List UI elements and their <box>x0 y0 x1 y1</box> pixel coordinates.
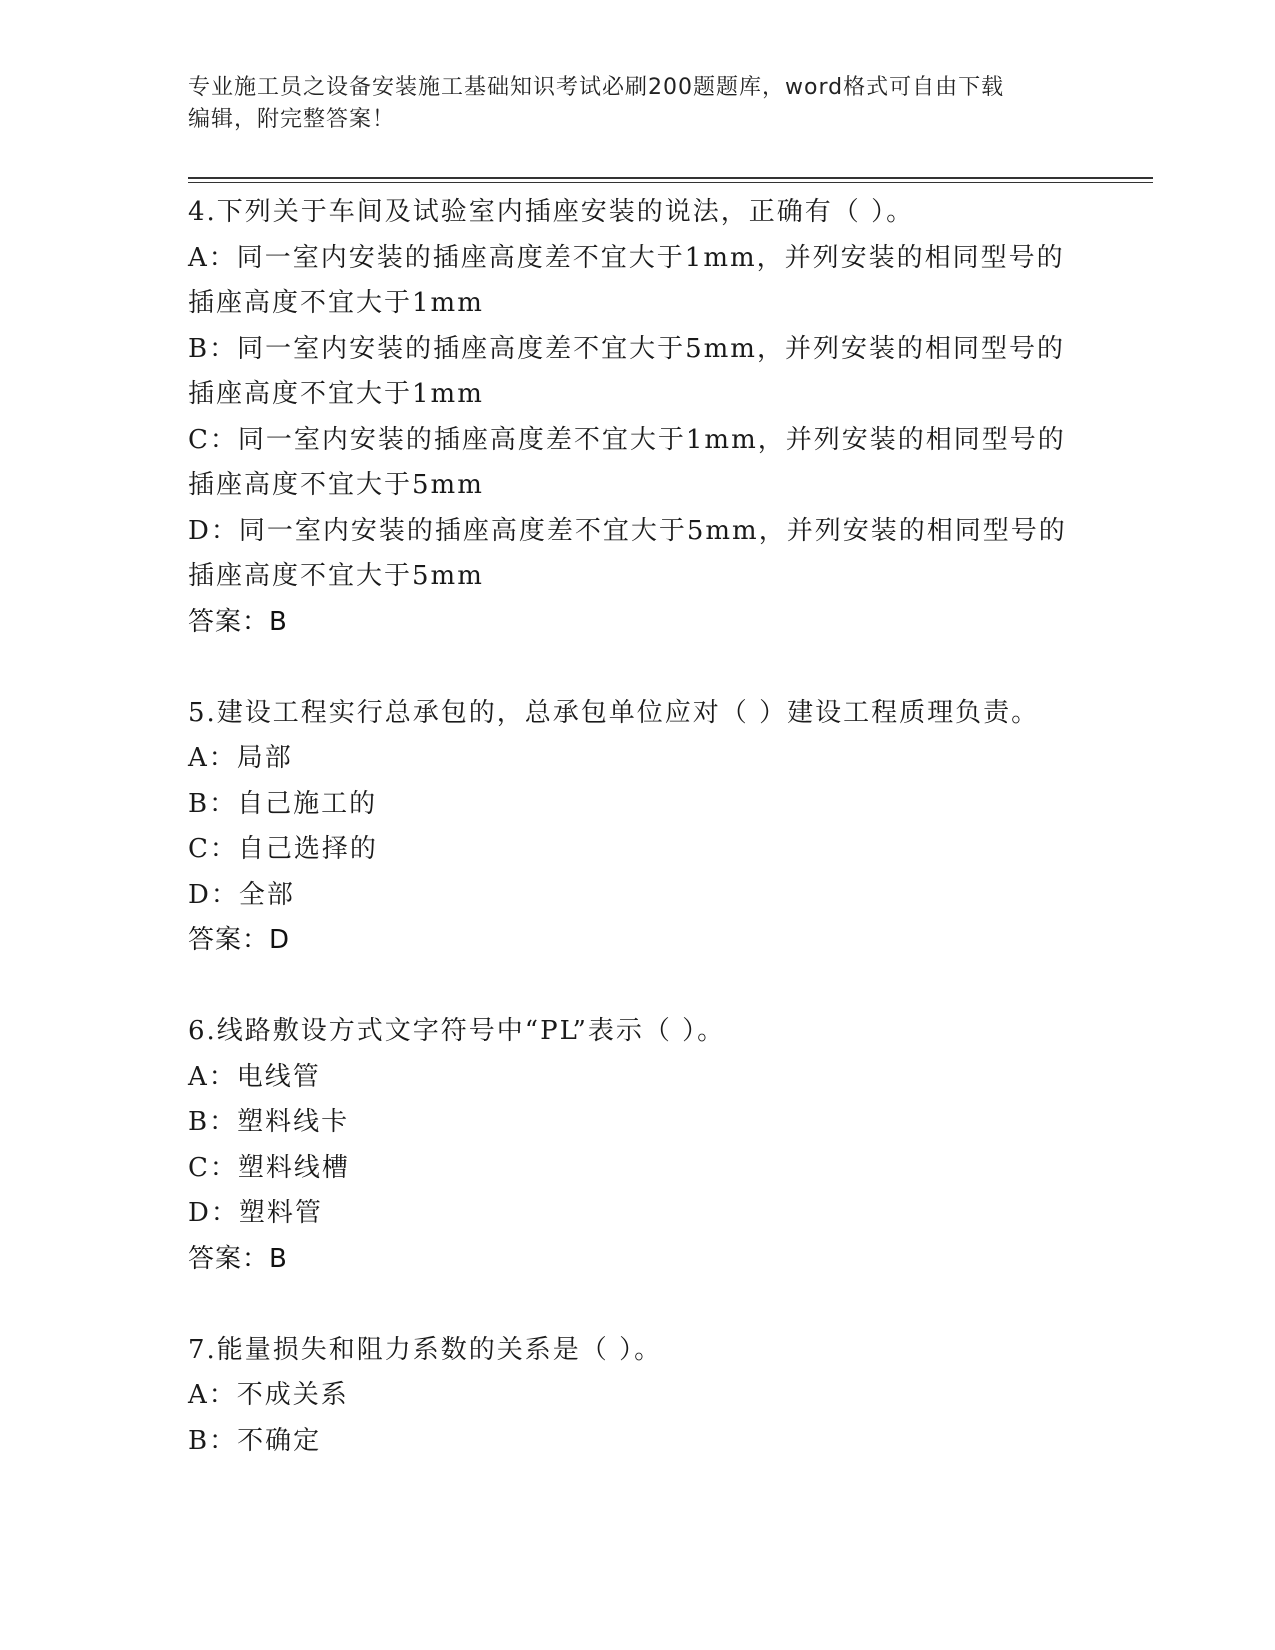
question-6 <box>188 1009 1088 1282</box>
option-a-line-1: A：同一室内安装的插座高度差不宜大于1mm，并列安装的相同型号的 <box>188 242 1065 273</box>
question-7 <box>188 1328 1088 1465</box>
question-stem: 7.能量损失和阻力系数的关系是（ ）。 <box>188 1334 663 1365</box>
option-a: A：局部 <box>188 743 293 773</box>
option-c-line-1: C：同一室内安装的插座高度差不宜大于1mm，并列安装的相同型号的 <box>188 424 1066 455</box>
question-spacer <box>188 645 1088 691</box>
header-divider-thick <box>188 177 1153 179</box>
option-d: D：塑料管 <box>188 1198 323 1228</box>
header-divider-thin <box>188 182 1153 183</box>
question-spacer <box>188 1282 1088 1328</box>
option-d: D：全部 <box>188 879 295 910</box>
option-b: B：塑料线卡 <box>188 1107 350 1137</box>
option-a-line-2: 插座高度不宜大于1mm <box>188 288 484 318</box>
answer-label: 答案：B <box>188 1243 288 1274</box>
option-c: C：塑料线槽 <box>188 1152 350 1183</box>
header-line-2: 编辑，附完整答案！ <box>188 107 396 132</box>
option-d-line-2: 插座高度不宜大于5mm <box>188 561 484 591</box>
option-b: B：不确定 <box>188 1425 322 1456</box>
question-stem: 5.建设工程实行总承包的，总承包单位应对（ ）建设工程质理负责。 <box>188 697 1040 728</box>
question-4 <box>188 190 1088 645</box>
question-spacer <box>188 964 1088 1010</box>
question-stem: 6.线路敷设方式文字符号中“PL”表示（ ）。 <box>188 1016 726 1046</box>
document-header <box>188 72 1088 136</box>
option-a: A：不成关系 <box>188 1380 349 1410</box>
header-line-1: 专业施工员之设备安装施工基础知识考试必刷200题题库，word格式可自由下载 <box>188 75 1005 100</box>
option-d-line-1: D：同一室内安装的插座高度差不宜大于5mm，并列安装的相同型号的 <box>188 515 1067 546</box>
option-b: B：自己施工的 <box>188 788 378 819</box>
option-c-line-2: 插座高度不宜大于5mm <box>188 470 484 500</box>
answer-label: 答案：D <box>188 925 291 955</box>
question-stem: 4.下列关于车间及试验室内插座安装的说法，正确有（ ）。 <box>188 197 915 227</box>
answer-label: 答案：B <box>188 606 288 637</box>
option-a: A：电线管 <box>188 1061 321 1092</box>
option-b-line-1: B：同一室内安装的插座高度差不宜大于5mm，并列安装的相同型号的 <box>188 333 1065 364</box>
question-list <box>188 190 1088 1464</box>
option-c: C：自己选择的 <box>188 834 378 864</box>
option-b-line-2: 插座高度不宜大于1mm <box>188 379 484 409</box>
question-5 <box>188 691 1088 964</box>
